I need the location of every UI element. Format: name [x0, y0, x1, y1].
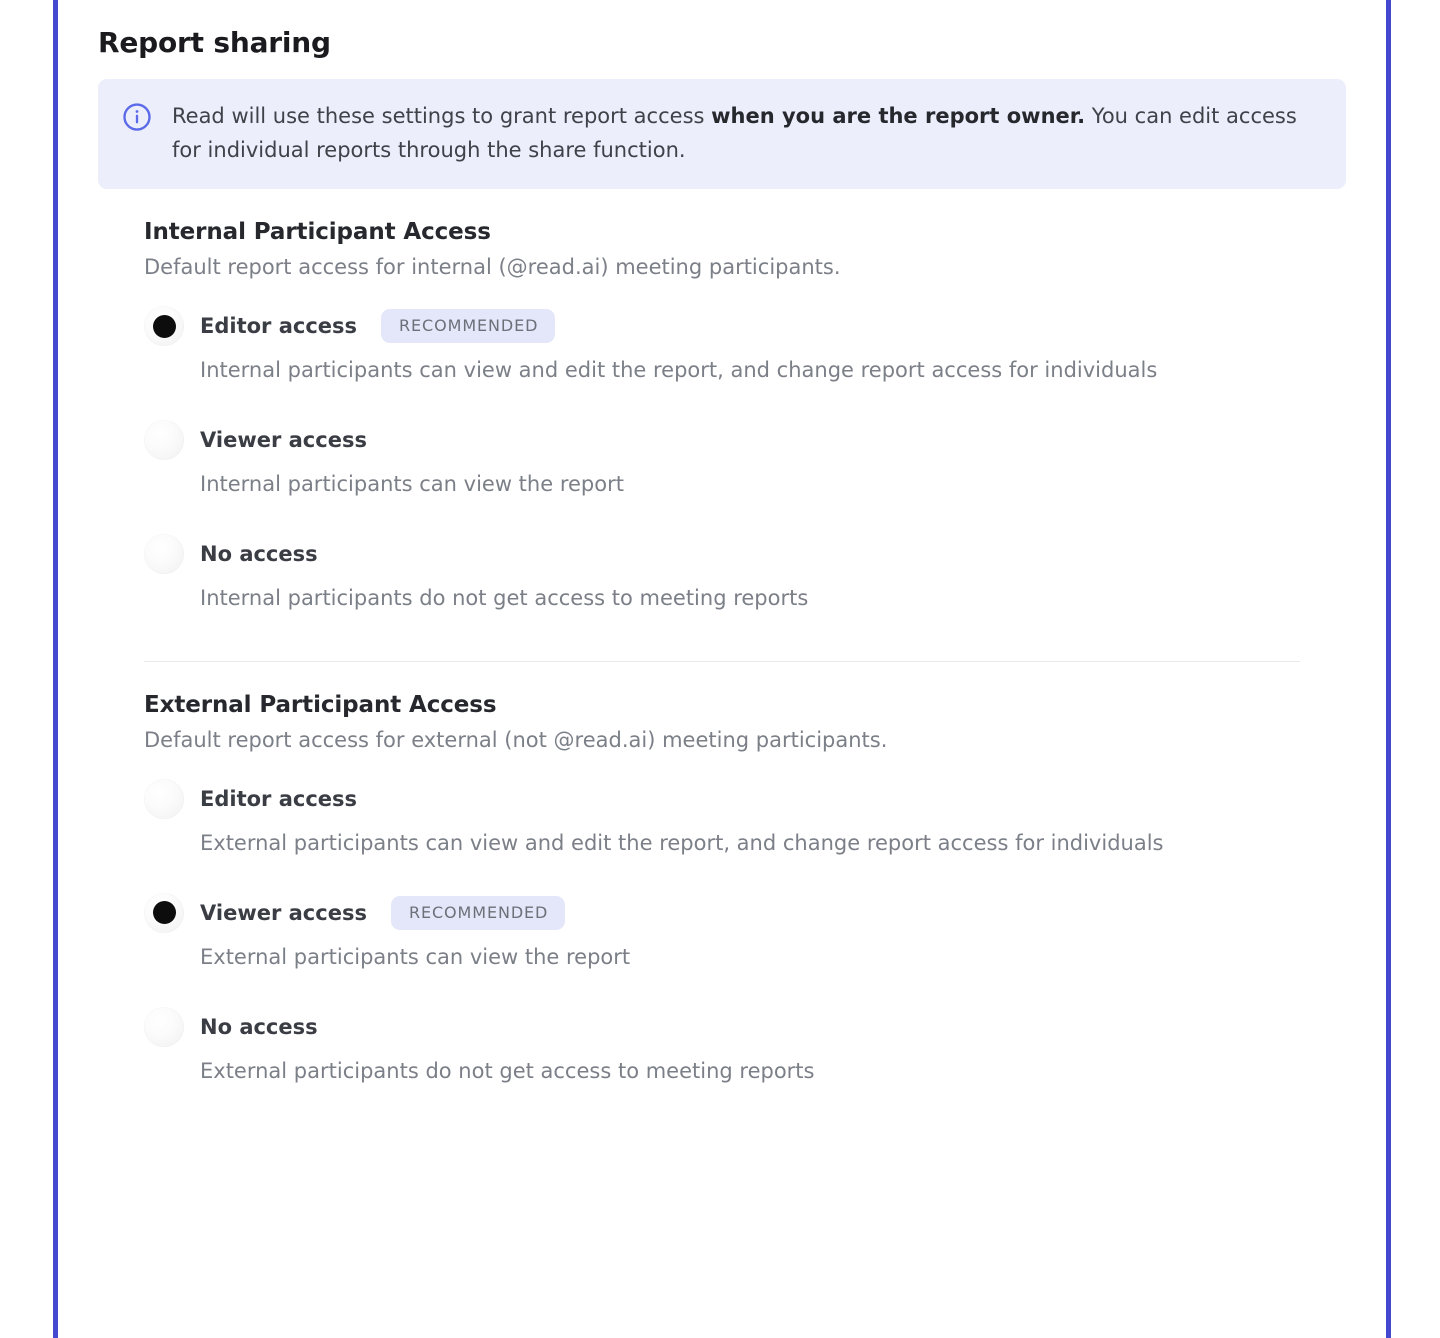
- option-description: External participants do not get access to meeting reports: [200, 1058, 815, 1083]
- radio-dot-icon: [153, 901, 176, 924]
- section-subtitle-internal: Default report access for internal (@read.ai) meeting participants.: [144, 255, 841, 280]
- option-external-no-access[interactable]: [144, 1004, 1300, 1088]
- option-internal-no-access[interactable]: [144, 531, 1300, 615]
- option-label: No access: [200, 541, 318, 566]
- recommended-badge: RECOMMENDED: [391, 896, 565, 930]
- radio-internal-no-access[interactable]: [144, 534, 184, 574]
- option-description: External participants can view and edit the report, and change report access for individuals: [200, 830, 1164, 855]
- info-banner-text-after: You can edit access for individual reports through the share function.: [172, 104, 1297, 163]
- option-description: External participants can view the report: [200, 944, 631, 969]
- radio-group-internal: [144, 303, 1300, 615]
- pane-left-rail: [53, 0, 58, 1338]
- radio-external-no-access[interactable]: [144, 1007, 184, 1047]
- info-banner-text: [172, 99, 1322, 167]
- info-circle-icon: [122, 102, 152, 132]
- option-label: Viewer access: [200, 900, 367, 925]
- option-description: Internal participants can view and edit the report, and change report access for individuals: [200, 358, 1158, 383]
- option-description: Internal participants can view the report: [200, 471, 624, 496]
- spacer: [144, 868, 1300, 890]
- recommended-badge: RECOMMENDED: [381, 309, 555, 343]
- option-internal-viewer-access[interactable]: [144, 417, 1300, 501]
- option-header[interactable]: [144, 531, 1300, 577]
- option-header[interactable]: [144, 417, 1300, 463]
- section-external-participant-access: [98, 662, 1346, 1088]
- section-internal-participant-access: [98, 189, 1346, 615]
- option-label: No access: [200, 1014, 318, 1039]
- info-banner-text-bold: when you are the report owner.: [711, 104, 1086, 128]
- spacer: [144, 982, 1300, 1004]
- option-label: Editor access: [200, 314, 358, 339]
- option-header[interactable]: [144, 776, 1300, 822]
- section-title-external: External Participant Access: [144, 691, 497, 718]
- radio-external-viewer-access[interactable]: [144, 893, 184, 933]
- info-banner-text-before: Read will use these settings to grant report access: [172, 104, 712, 128]
- option-label: Editor access: [200, 786, 358, 811]
- radio-dot-icon: [153, 315, 176, 338]
- spacer: [144, 395, 1300, 417]
- section-subtitle-external: Default report access for external (not @read.ai) meeting participants.: [144, 727, 888, 752]
- page-title: Report sharing: [98, 26, 331, 59]
- option-header[interactable]: [144, 890, 1300, 936]
- option-internal-editor-access[interactable]: [144, 303, 1300, 387]
- radio-group-external: [144, 776, 1300, 1088]
- info-banner: [98, 79, 1346, 189]
- radio-internal-editor-access[interactable]: [144, 306, 184, 346]
- radio-internal-viewer-access[interactable]: [144, 420, 184, 460]
- option-description: Internal participants do not get access to meeting reports: [200, 585, 809, 610]
- spacer: [144, 509, 1300, 531]
- section-title-internal: Internal Participant Access: [144, 219, 491, 246]
- radio-external-editor-access[interactable]: [144, 779, 184, 819]
- option-external-editor-access[interactable]: [144, 776, 1300, 860]
- option-header[interactable]: [144, 1004, 1300, 1050]
- option-external-viewer-access[interactable]: [144, 890, 1300, 974]
- pane-right-rail: [1386, 0, 1391, 1338]
- settings-content: [98, 0, 1346, 1095]
- option-header[interactable]: [144, 303, 1300, 349]
- option-label: Viewer access: [200, 427, 367, 452]
